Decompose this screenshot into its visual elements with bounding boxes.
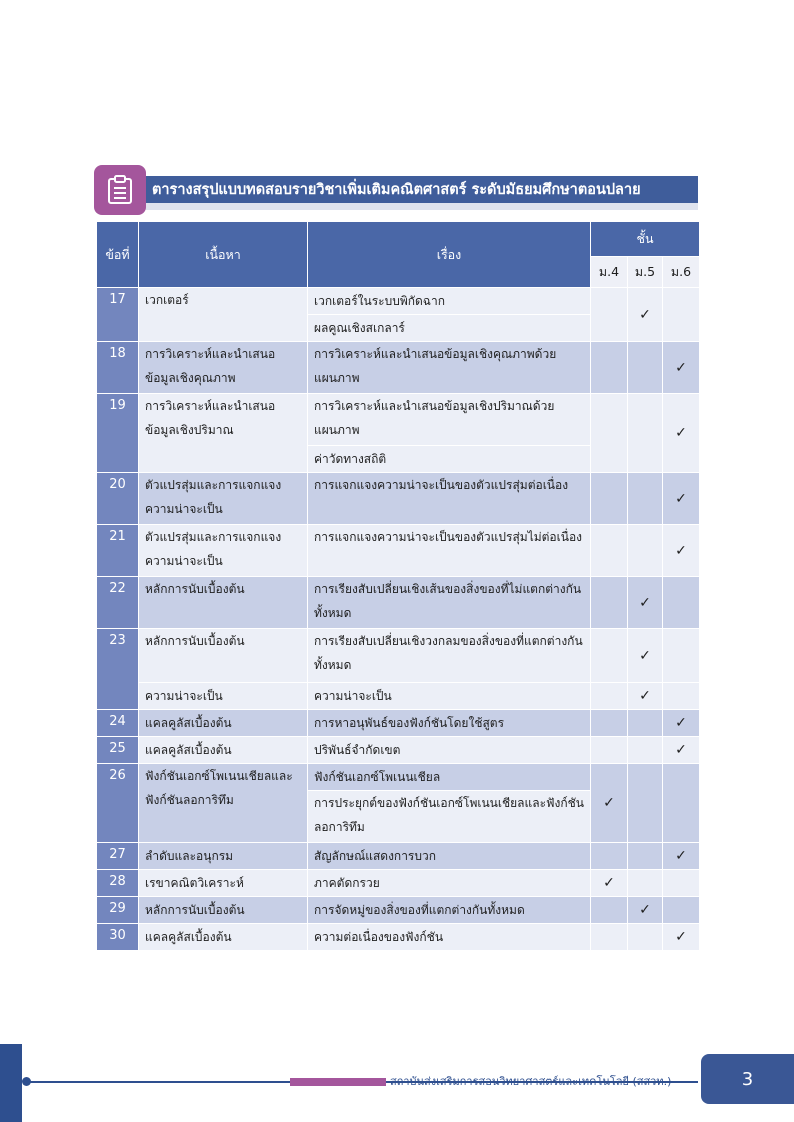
- header-grade: ชั้น: [591, 222, 700, 257]
- check-mark-icon: ✓: [663, 924, 700, 951]
- check-m4: [591, 710, 628, 737]
- item-number: 28: [97, 870, 139, 897]
- check-m4: [591, 924, 628, 951]
- item-topic: ผลคูณเชิงสเกลาร์: [308, 315, 591, 342]
- check-m5: [628, 764, 663, 843]
- item-content: แคลคูลัสเบื้องต้น: [139, 924, 308, 951]
- item-content: แคลคูลัสเบื้องต้น: [139, 737, 308, 764]
- check-m4: [591, 577, 628, 629]
- check-m6: [663, 897, 700, 924]
- item-number: 17: [97, 288, 139, 342]
- header-no: ข้อที่: [97, 222, 139, 288]
- item-topic: ความน่าจะเป็น: [308, 683, 591, 710]
- check-m5: [628, 737, 663, 764]
- item-topic: การวิเคราะห์และนำเสนอข้อมูลเชิงปริมาณด้วยแผนภาพ: [308, 394, 591, 446]
- item-topic: เวกเตอร์ในระบบพิกัดฉาก: [308, 288, 591, 315]
- table-title-banner: [94, 165, 698, 215]
- check-m5: [628, 843, 663, 870]
- item-topic: การจัดหมู่ของสิ่งของที่แตกต่างกันทั้งหมด: [308, 897, 591, 924]
- check-m4: [591, 683, 628, 710]
- item-content: แคลคูลัสเบื้องต้น: [139, 710, 308, 737]
- item-content: หลักการนับเบื้องต้น: [139, 897, 308, 924]
- check-m5: [628, 525, 663, 577]
- item-topic: การแจกแจงความน่าจะเป็นของตัวแปรสุ่มต่อเนื่อง: [308, 473, 591, 525]
- check-m5: [628, 473, 663, 525]
- item-topic: ฟังก์ชันเอกซ์โพเนนเชียล: [308, 764, 591, 791]
- item-content: ฟังก์ชันเอกซ์โพเนนเชียลและฟังก์ชันลอการิทึม: [139, 764, 308, 843]
- check-mark-icon: ✓: [663, 342, 700, 394]
- check-m4: [591, 897, 628, 924]
- header-content: เนื้อหา: [139, 222, 308, 288]
- check-mark-icon: ✓: [628, 629, 663, 683]
- clipboard-icon: [94, 165, 146, 215]
- item-topic: ภาคตัดกรวย: [308, 870, 591, 897]
- check-m4: [591, 629, 628, 683]
- check-mark-icon: ✓: [628, 683, 663, 710]
- item-topic: การหาอนุพันธ์ของฟังก์ชันโดยใช้สูตร: [308, 710, 591, 737]
- item-topic: การแจกแจงความน่าจะเป็นของตัวแปรสุ่มไม่ต่อเนื่อง: [308, 525, 591, 577]
- check-mark-icon: ✓: [591, 870, 628, 897]
- check-m6: [663, 288, 700, 342]
- footer-institution: สถาบันส่งเสริมการสอนวิทยาศาสตร์และเทคโนโลยี (สสวท.): [390, 1075, 672, 1088]
- item-content: หลักการนับเบื้องต้น: [139, 629, 308, 683]
- title-underline: [138, 203, 698, 210]
- check-m5: [628, 394, 663, 473]
- item-number: 18: [97, 342, 139, 394]
- item-content: ตัวแปรสุ่มและการแจกแจงความน่าจะเป็น: [139, 473, 308, 525]
- item-number: 22: [97, 577, 139, 629]
- check-m6: [663, 577, 700, 629]
- check-m5: [628, 710, 663, 737]
- item-content: เรขาคณิตวิเคราะห์: [139, 870, 308, 897]
- header-topic: เรื่อง: [308, 222, 591, 288]
- item-number: 20: [97, 473, 139, 525]
- check-m5: [628, 870, 663, 897]
- item-number: 26: [97, 764, 139, 843]
- item-content: หลักการนับเบื้องต้น: [139, 577, 308, 629]
- item-number: 30: [97, 924, 139, 951]
- item-topic: สัญลักษณ์แสดงการบวก: [308, 843, 591, 870]
- check-m4: [591, 288, 628, 342]
- check-m4: [591, 342, 628, 394]
- item-content: การวิเคราะห์และนำเสนอข้อมูลเชิงคุณภาพ: [139, 342, 308, 394]
- page-number: 3: [701, 1054, 794, 1104]
- footer-dot: [22, 1077, 31, 1086]
- item-number: 27: [97, 843, 139, 870]
- check-m4: [591, 525, 628, 577]
- check-m4: [591, 737, 628, 764]
- item-content: การวิเคราะห์และนำเสนอข้อมูลเชิงปริมาณ: [139, 394, 308, 473]
- check-mark-icon: ✓: [663, 737, 700, 764]
- check-mark-icon: ✓: [628, 897, 663, 924]
- check-mark-icon: ✓: [663, 394, 700, 473]
- item-content: เวกเตอร์: [139, 288, 308, 342]
- check-m4: [591, 394, 628, 473]
- item-topic: ค่าวัดทางสถิติ: [308, 446, 591, 473]
- check-m5: [628, 342, 663, 394]
- check-mark-icon: ✓: [663, 525, 700, 577]
- item-content: ลำดับและอนุกรม: [139, 843, 308, 870]
- item-content: ตัวแปรสุ่มและการแจกแจงความน่าจะเป็น: [139, 525, 308, 577]
- check-mark-icon: ✓: [663, 843, 700, 870]
- check-mark-icon: ✓: [628, 577, 663, 629]
- item-topic: การวิเคราะห์และนำเสนอข้อมูลเชิงคุณภาพด้วยแผนภาพ: [308, 342, 591, 394]
- summary-table: [96, 221, 700, 951]
- item-number: 19: [97, 394, 139, 473]
- item-number: 24: [97, 710, 139, 737]
- item-topic: ปริพันธ์จำกัดเขต: [308, 737, 591, 764]
- check-mark-icon: ✓: [663, 473, 700, 525]
- check-mark-icon: ✓: [663, 710, 700, 737]
- item-number: 21: [97, 525, 139, 577]
- check-m5: [628, 924, 663, 951]
- check-m6: [663, 683, 700, 710]
- header-m6: ม.6: [663, 257, 700, 288]
- item-content: ความน่าจะเป็น: [139, 683, 308, 710]
- item-number: 29: [97, 897, 139, 924]
- check-m4: [591, 473, 628, 525]
- footer-accent-bar: [290, 1078, 386, 1086]
- item-topic: ความต่อเนื่องของฟังก์ชัน: [308, 924, 591, 951]
- footer-side-bar: [0, 1044, 22, 1122]
- check-m4: [591, 843, 628, 870]
- check-mark-icon: ✓: [591, 764, 628, 843]
- item-number: 23: [97, 629, 139, 710]
- check-mark-icon: ✓: [628, 288, 663, 342]
- header-m5: ม.5: [628, 257, 663, 288]
- table-title: ตารางสรุปแบบทดสอบรายวิชาเพิ่มเติมคณิตศาสตร์ ระดับมัธยมศึกษาตอนปลาย: [138, 176, 698, 203]
- check-m6: [663, 764, 700, 843]
- item-topic: การเรียงสับเปลี่ยนเชิงเส้นของสิ่งของที่ไม่แตกต่างกันทั้งหมด: [308, 577, 591, 629]
- item-topic: การเรียงสับเปลี่ยนเชิงวงกลมของสิ่งของที่แตกต่างกันทั้งหมด: [308, 629, 591, 683]
- header-m4: ม.4: [591, 257, 628, 288]
- item-number: 25: [97, 737, 139, 764]
- check-m6: [663, 629, 700, 683]
- check-m6: [663, 870, 700, 897]
- item-topic: การประยุกต์ของฟังก์ชันเอกซ์โพเนนเชียลและฟังก์ชันลอการิทึม: [308, 791, 591, 843]
